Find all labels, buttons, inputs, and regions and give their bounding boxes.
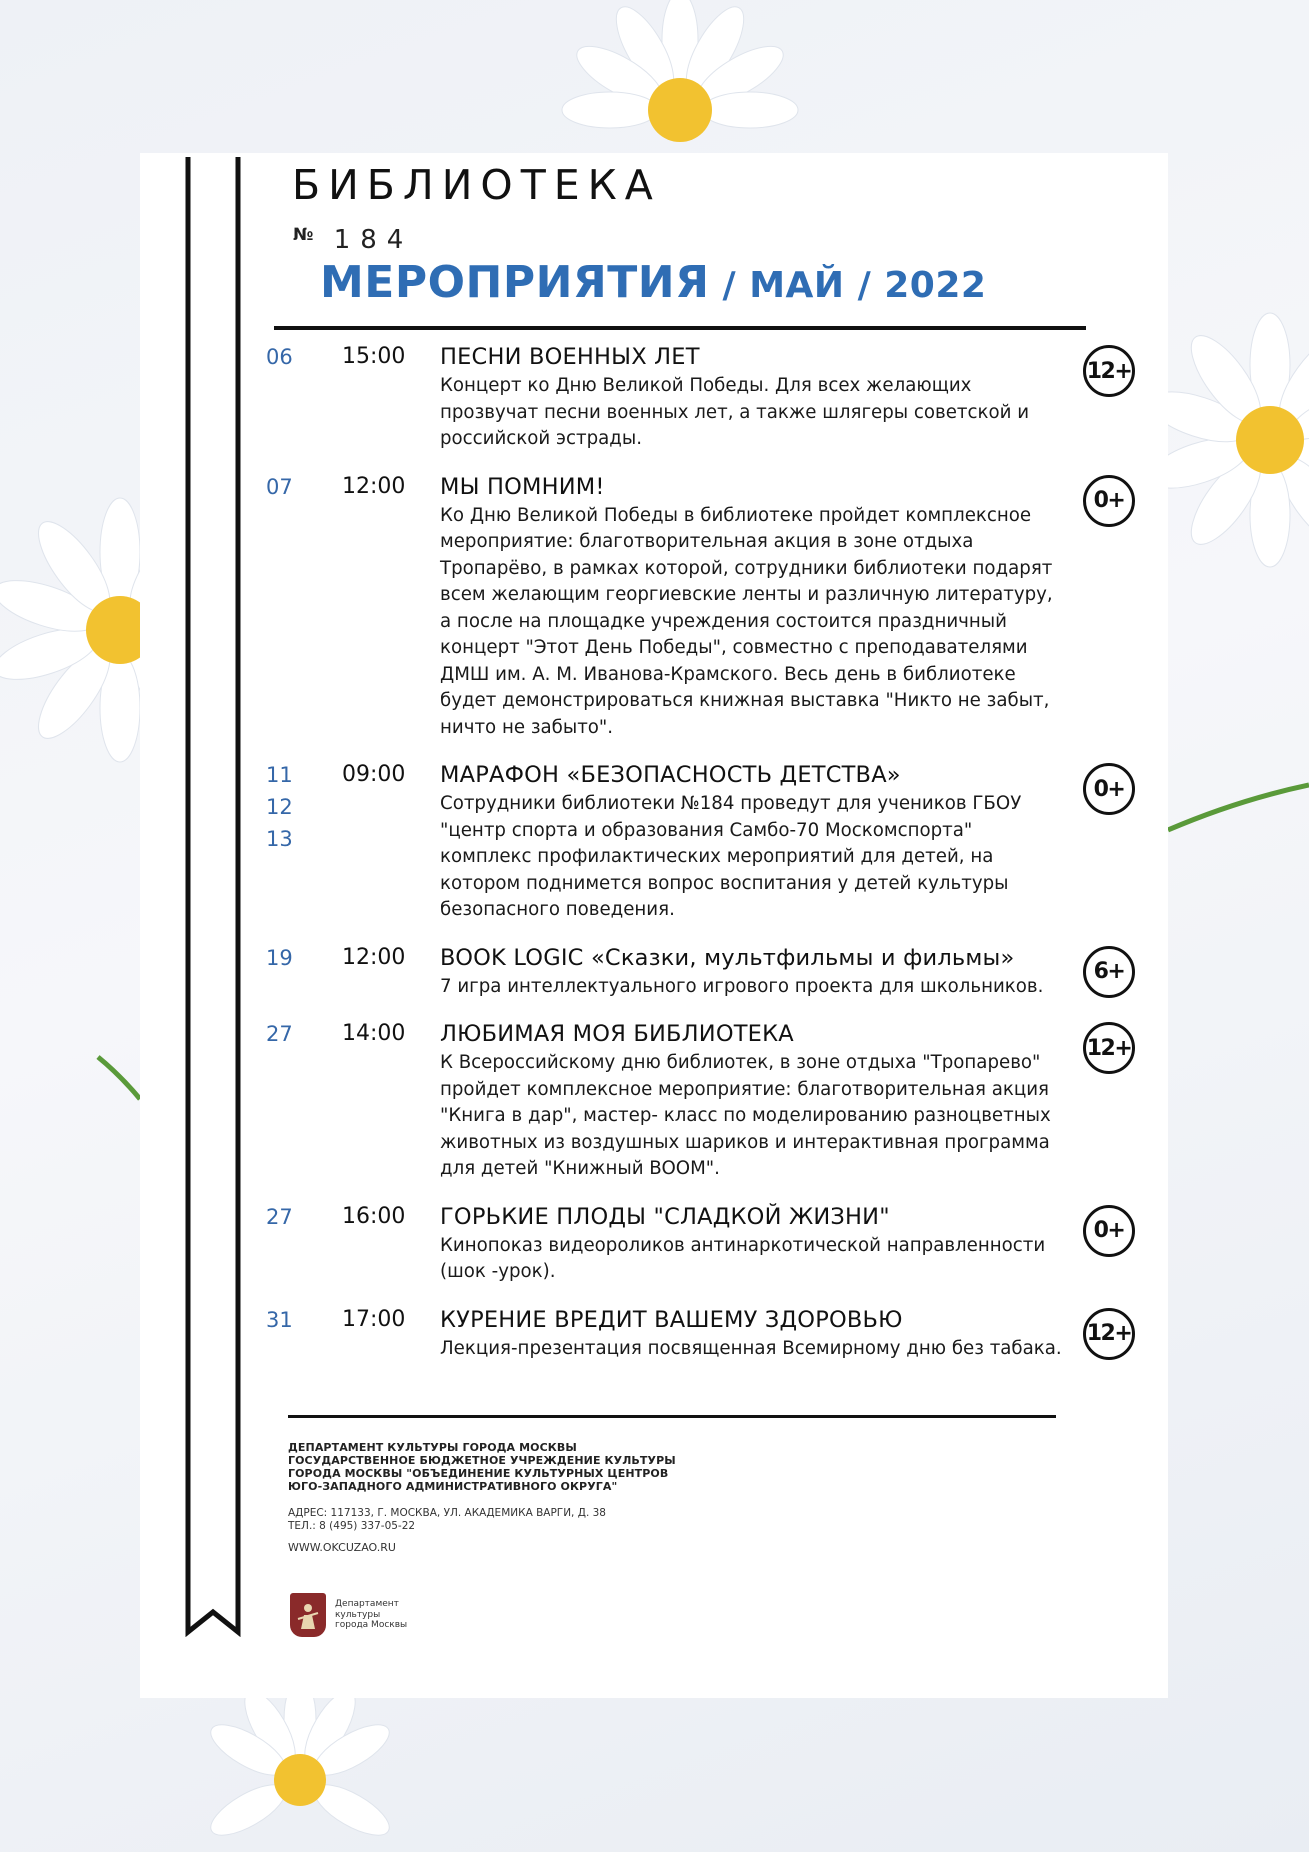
event-item	[266, 759, 1146, 924]
headline-sub: / МАЙ / 2022	[709, 265, 987, 306]
event-title: ПЕСНИ ВОЕННЫХ ЛЕТ	[440, 344, 700, 370]
event-dates	[266, 759, 342, 855]
phone: ТЕЛ.: 8 (495) 337-05-22	[288, 1520, 416, 1532]
event-date: 06	[266, 345, 293, 369]
event-list	[266, 341, 1146, 1380]
event-item	[266, 1018, 1146, 1183]
website-link[interactable]: WWW.OKCUZAO.RU	[288, 1541, 396, 1554]
org-line: ЮГО-ЗАПАДНОГО АДМИНИСТРАТИВНОГО ОКРУГА"	[288, 1480, 618, 1493]
bottom-divider	[288, 1415, 1056, 1418]
event-content	[440, 942, 1062, 1001]
event-title: ЛЮБИМАЯ МОЯ БИБЛИОТЕКА	[440, 1021, 794, 1047]
event-title: BOOK LOGIC «Сказки, мультфильмы и фильмы»	[440, 944, 1015, 971]
event-poster	[140, 153, 1168, 1698]
age-rating-badge: 12+	[1083, 1308, 1135, 1360]
event-description: К Всероссийскому дню библиотек, в зоне отдыха "Тропарево" пройдет комплексное мероприятие: благотворительная акция "Книга в дар", мастер- класс по моделированию разноцветных животных из воздушных шариков и интерактивная программа для детей "Книжный BOOM".	[440, 1052, 1051, 1179]
event-time: 14:00	[342, 1021, 406, 1046]
dept-logo-line: города Москвы	[335, 1620, 408, 1631]
event-content	[440, 759, 1062, 924]
event-date: 31	[266, 1307, 293, 1332]
event-date: 27	[266, 1204, 293, 1229]
event-description: Лекция-презентация посвященная Всемирному дню без табака.	[440, 1337, 1062, 1359]
event-time: 17:00	[342, 1306, 406, 1332]
event-title: ГОРЬКИЕ ПЛОДЫ "СЛАДКОЙ ЖИЗНИ"	[440, 1203, 890, 1230]
department-logo	[290, 1593, 407, 1637]
org-line: ДЕПАРТАМЕНТ КУЛЬТУРЫ ГОРОДА МОСКВЫ	[288, 1441, 577, 1454]
event-dates	[266, 341, 342, 373]
event-time: 16:00	[342, 1203, 406, 1229]
event-item	[266, 1201, 1146, 1286]
event-dates	[266, 1201, 342, 1233]
stem-icon	[96, 1055, 142, 1105]
org-line: ГОСУДАРСТВЕННОЕ БЮДЖЕТНОЕ УЧРЕЖДЕНИЕ КУЛЬТУРЫ	[288, 1454, 676, 1467]
event-date: 19	[266, 945, 293, 970]
bookmark-ribbon-icon	[185, 157, 241, 1637]
dept-logo-line: культуры	[335, 1609, 381, 1620]
event-item	[266, 341, 1146, 453]
daisy-flower-icon	[560, 0, 800, 160]
department-logo-text	[335, 1599, 407, 1631]
event-content	[440, 1018, 1062, 1183]
event-title: КУРЕНИЕ ВРЕДИТ ВАШЕМУ ЗДОРОВЬЮ	[440, 1306, 903, 1333]
event-item	[266, 942, 1146, 1001]
contact-block	[288, 1507, 606, 1533]
event-date: 27	[266, 1022, 293, 1046]
event-item	[266, 471, 1146, 742]
age-rating-badge: 6+	[1083, 946, 1135, 998]
event-date: 13	[266, 827, 293, 851]
daisy-flower-icon	[0, 480, 140, 800]
event-dates	[266, 1018, 342, 1050]
event-title: МАРАФОН «БЕЗОПАСНОСТЬ ДЕТСТВА»	[440, 762, 901, 788]
age-rating-badge: 12+	[1083, 1022, 1135, 1074]
event-time: 09:00	[342, 762, 406, 787]
event-time: 12:00	[342, 473, 406, 499]
event-date: 11	[266, 763, 293, 787]
library-title: БИБЛИОТЕКА	[292, 161, 661, 209]
age-rating-badge: 12+	[1083, 345, 1135, 397]
event-content	[440, 1304, 1062, 1363]
age-rating-badge: 0+	[1083, 763, 1135, 815]
event-date: 07	[266, 474, 293, 499]
library-number	[293, 225, 413, 255]
library-number-value: 184	[333, 225, 414, 255]
event-description: Кинопоказ видеороликов антинаркотической направленности (шок -урок).	[440, 1234, 1046, 1282]
event-date: 12	[266, 795, 293, 819]
org-line: ГОРОДА МОСКВЫ "ОБЪЕДИНЕНИЕ КУЛЬТУРНЫХ ЦЕНТРОВ	[288, 1467, 669, 1480]
event-description: Сотрудники библиотеки №184 проведут для учеников ГБОУ "центр спорта и образования Самбо-70 Москомспорта" комплекс профилактических мероприятий для детей, на котором поднимется вопрос воспитания у детей культуры безопасного поведения.	[440, 793, 1022, 920]
age-rating-badge: 0+	[1083, 1205, 1135, 1257]
event-title: МЫ ПОМНИМ!	[440, 473, 605, 500]
dept-logo-line: Департамент	[335, 1599, 399, 1610]
event-content	[440, 1201, 1062, 1286]
event-description: Концерт ко Дню Великой Победы. Для всех желающих прозвучат песни военных лет, а также шлягеры советской и российской эстрады.	[440, 375, 1030, 449]
moscow-coat-of-arms-icon	[290, 1593, 326, 1637]
daisy-flower-icon	[200, 1690, 400, 1852]
event-time: 12:00	[342, 944, 406, 970]
event-item	[266, 1304, 1146, 1363]
address: АДРЕС: 117133, Г. МОСКВА, УЛ. АКАДЕМИКА ВАРГИ, Д. 38	[288, 1507, 606, 1519]
top-divider	[274, 326, 1086, 330]
event-time: 15:00	[342, 344, 406, 369]
event-content	[440, 341, 1062, 453]
event-dates	[266, 942, 342, 974]
daisy-flower-icon	[1160, 300, 1309, 570]
event-description: Ко Дню Великой Победы в библиотеке пройдет комплексное мероприятие: благотворительная акция в зоне отдыха Тропарёво, в рамках которой, сотрудники библиотеки подарят всем желающим георгиевские ленты и различную литературу, а после на площадке учреждения состоится праздничный концерт "Этот День Победы", совместно с преподавателями ДМШ им. А. М. Иванова-Крамского. Весь день в библиотеке будет демонстрироваться книжная выставка "Никто не забыт, ничто не забыто".	[440, 504, 1053, 738]
event-dates	[266, 1304, 342, 1336]
event-description: 7 игра интеллектуального игрового проекта для школьников.	[440, 975, 1044, 997]
age-rating-badge: 0+	[1083, 475, 1135, 527]
organization-block	[288, 1441, 708, 1493]
number-sign: №	[293, 225, 316, 245]
page-title	[320, 257, 986, 308]
event-dates	[266, 471, 342, 503]
headline-main: МЕРОПРИЯТИЯ	[320, 257, 710, 308]
stem-icon	[1168, 780, 1309, 840]
event-content	[440, 471, 1062, 742]
